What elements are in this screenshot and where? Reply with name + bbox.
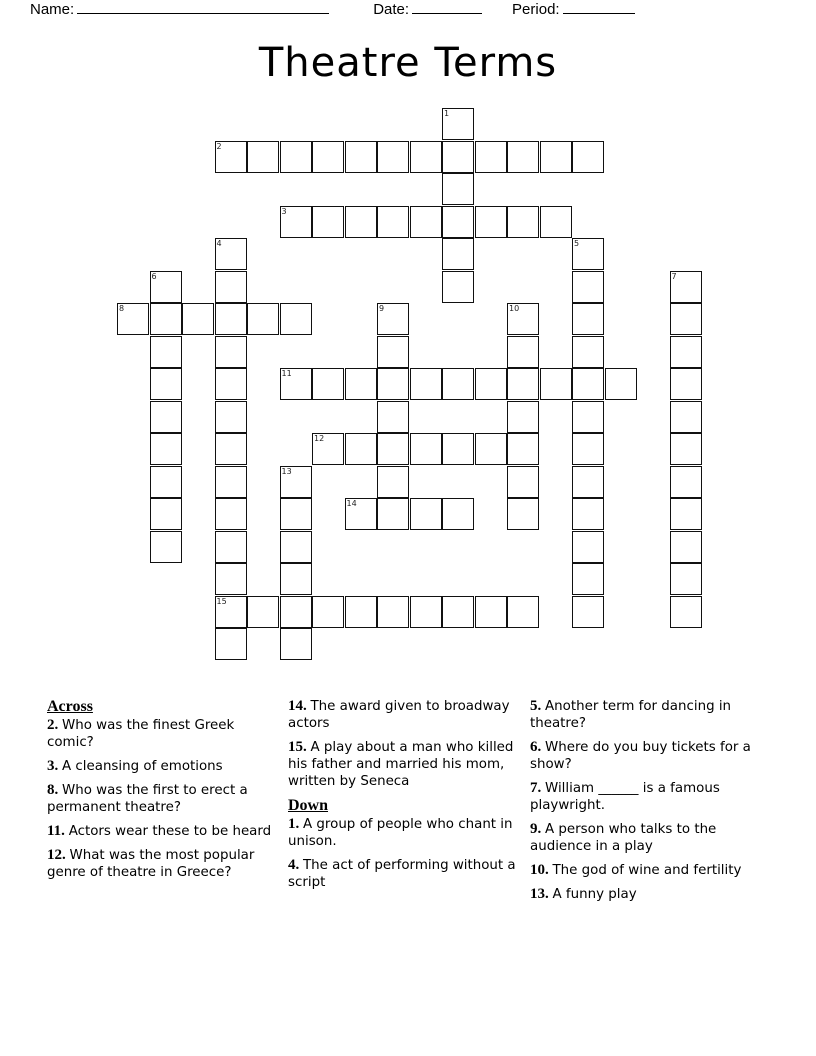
crossword-cell[interactable] (442, 271, 474, 303)
down-heading: Down (288, 797, 329, 814)
crossword-cell[interactable] (670, 433, 702, 465)
crossword-cell[interactable] (280, 466, 312, 498)
crossword-cell[interactable] (345, 368, 377, 400)
clue-down-9 (530, 821, 752, 855)
crossword-cell[interactable] (345, 206, 377, 238)
crossword-cell[interactable] (247, 303, 279, 335)
crossword-cell[interactable] (540, 141, 572, 173)
clue-text: Where do you buy tickets for a show? (530, 740, 751, 772)
clue-section (0, 698, 816, 988)
crossword-cell[interactable] (507, 466, 539, 498)
crossword-cell[interactable] (150, 433, 182, 465)
crossword-cell[interactable] (150, 303, 182, 335)
clue-text: A play about a man who killed his father and married his mom, written by Seneca (288, 740, 514, 789)
crossword-cell[interactable] (605, 368, 637, 400)
clue-column-1 (47, 698, 273, 888)
crossword-cell[interactable] (280, 141, 312, 173)
cell-number: 11 (281, 369, 292, 378)
clue-down-1 (288, 816, 520, 850)
clue-across-12 (47, 847, 273, 881)
clue-text: A funny play (552, 887, 637, 902)
crossword-cell[interactable] (280, 531, 312, 563)
cell-number: 15 (216, 596, 227, 606)
clue-text: Actors wear these to be heard (68, 824, 272, 839)
crossword-cell[interactable] (572, 466, 604, 498)
clue-across-11 (47, 823, 273, 840)
clue-text: The god of wine and fertility (552, 863, 742, 878)
crossword-cell[interactable] (475, 206, 507, 238)
cell-number: 3 (281, 206, 287, 216)
clue-number: 9. (530, 821, 545, 837)
crossword-cell[interactable] (475, 368, 507, 400)
crossword-cell[interactable] (572, 303, 604, 335)
crossword-cell[interactable] (377, 206, 409, 238)
clue-number: 6. (530, 739, 545, 755)
clue-column-2 (288, 698, 520, 898)
clue-down-5 (530, 698, 752, 732)
clue-text: A group of people who chant in unison. (288, 817, 513, 849)
crossword-cell[interactable] (280, 563, 312, 595)
crossword-cell[interactable] (475, 596, 507, 628)
clue-number: 8. (47, 782, 62, 798)
clue-number: 3. (47, 758, 62, 774)
crossword-cell[interactable] (670, 336, 702, 368)
crossword-cell[interactable] (215, 531, 247, 563)
clue-number: 14. (288, 698, 311, 714)
cell-number: 2 (216, 141, 222, 151)
crossword-cell[interactable] (377, 336, 409, 368)
crossword-cell[interactable] (410, 498, 442, 530)
crossword-cell[interactable] (670, 563, 702, 595)
crossword-cell[interactable] (247, 596, 279, 628)
cell-number: 12 (314, 434, 325, 443)
crossword-cell[interactable] (377, 303, 409, 335)
crossword-cell[interactable] (312, 368, 344, 400)
crossword-cell[interactable] (507, 401, 539, 433)
clue-number: 5. (530, 698, 545, 714)
crossword-cell[interactable] (280, 628, 312, 660)
cell-number: 4 (216, 239, 222, 248)
clue-number: 2. (47, 717, 62, 733)
crossword-cell[interactable] (215, 401, 247, 433)
crossword-cell[interactable] (150, 498, 182, 530)
crossword-cell[interactable] (280, 498, 312, 530)
crossword-cell[interactable] (377, 433, 409, 465)
crossword-cell[interactable] (442, 206, 474, 238)
date-label: Date: (373, 1, 410, 18)
crossword-cell[interactable] (215, 596, 247, 628)
crossword-cell[interactable] (377, 596, 409, 628)
cell-number: 7 (671, 271, 677, 281)
clue-down-13 (530, 886, 752, 903)
clue-down-4 (288, 857, 520, 891)
crossword-cell[interactable] (182, 303, 214, 335)
crossword-cell[interactable] (410, 141, 442, 173)
crossword-cell[interactable] (312, 141, 344, 173)
crossword-cell[interactable] (150, 336, 182, 368)
clue-number: 7. (530, 780, 545, 796)
crossword-cell[interactable] (377, 368, 409, 400)
crossword-cell[interactable] (442, 368, 474, 400)
crossword-cell[interactable] (442, 238, 474, 270)
crossword-cell[interactable] (540, 368, 572, 400)
clue-across-3 (47, 758, 273, 775)
cell-number: 1 (444, 109, 450, 118)
crossword-cell[interactable] (572, 498, 604, 530)
clue-text: A person who talks to the audience in a play (530, 822, 717, 854)
clue-text: The award given to broadway actors (288, 699, 510, 731)
name-label: Name: (30, 1, 75, 18)
crossword-cell[interactable] (670, 368, 702, 400)
crossword-cell[interactable] (280, 206, 312, 238)
crossword-cell[interactable] (572, 368, 604, 400)
clue-text: Another term for dancing in theatre? (530, 699, 732, 731)
cell-number: 9 (379, 304, 385, 313)
crossword-cell[interactable] (410, 206, 442, 238)
crossword-cell[interactable] (540, 206, 572, 238)
crossword-cell[interactable] (312, 433, 344, 465)
crossword-cell[interactable] (572, 141, 604, 173)
clue-number: 1. (288, 816, 303, 832)
crossword-cell[interactable] (572, 271, 604, 303)
crossword-cell[interactable] (442, 433, 474, 465)
crossword-cell[interactable] (150, 368, 182, 400)
crossword-cell[interactable] (377, 401, 409, 433)
crossword-cell[interactable] (280, 368, 312, 400)
crossword-cell[interactable] (215, 271, 247, 303)
clue-across-8 (47, 782, 273, 816)
crossword-cell[interactable] (572, 238, 604, 270)
crossword-cell[interactable] (312, 206, 344, 238)
clue-text: Who was the first to erect a permanent theatre? (47, 783, 248, 815)
cell-number: 6 (151, 271, 157, 281)
crossword-cell[interactable] (345, 141, 377, 173)
crossword-cell[interactable] (377, 141, 409, 173)
crossword-cell[interactable] (280, 303, 312, 335)
crossword-cell[interactable] (150, 531, 182, 563)
crossword-cell[interactable] (670, 401, 702, 433)
clue-number: 10. (530, 862, 553, 878)
across-heading: Across (47, 698, 93, 715)
crossword-cell[interactable] (572, 531, 604, 563)
crossword-cell[interactable] (345, 433, 377, 465)
clue-text: What was the most popular genre of theatre in Greece? (47, 848, 255, 880)
page-title: Theatre Terms (258, 40, 558, 86)
crossword-cell[interactable] (312, 596, 344, 628)
clue-across-14 (288, 698, 520, 732)
crossword-cell[interactable] (345, 596, 377, 628)
crossword-cell[interactable] (670, 466, 702, 498)
clue-number: 12. (47, 847, 70, 863)
clue-text: Who was the finest Greek comic? (47, 718, 235, 750)
cell-number: 5 (574, 239, 580, 248)
crossword-cell[interactable] (215, 336, 247, 368)
crossword-cell[interactable] (670, 498, 702, 530)
crossword-cell[interactable] (475, 433, 507, 465)
crossword-cell[interactable] (150, 466, 182, 498)
crossword-cell[interactable] (150, 401, 182, 433)
crossword-cell[interactable] (507, 596, 539, 628)
clue-across-15 (288, 739, 520, 790)
crossword-cell[interactable] (150, 271, 182, 303)
crossword-cell[interactable] (215, 563, 247, 595)
crossword-cell[interactable] (442, 173, 474, 205)
crossword-cell[interactable] (507, 368, 539, 400)
crossword-cell[interactable] (410, 433, 442, 465)
crossword-cell[interactable] (572, 433, 604, 465)
clue-text: A cleansing of emotions (62, 759, 223, 774)
cell-number: 13 (281, 466, 292, 476)
crossword-cell[interactable] (215, 466, 247, 498)
crossword-cell[interactable] (670, 303, 702, 335)
crossword-cell[interactable] (442, 596, 474, 628)
clue-across-2 (47, 717, 273, 751)
crossword-cell[interactable] (507, 141, 539, 173)
clue-number: 11. (47, 823, 69, 839)
clue-number: 13. (530, 886, 553, 902)
crossword-cell[interactable] (117, 303, 149, 335)
crossword-cell[interactable] (410, 596, 442, 628)
cell-number: 8 (119, 304, 125, 313)
crossword-cell[interactable] (215, 498, 247, 530)
crossword-cell[interactable] (670, 531, 702, 563)
crossword-cell[interactable] (572, 563, 604, 595)
cell-number: 10 (509, 304, 520, 313)
crossword-cell[interactable] (572, 401, 604, 433)
clue-column-3 (530, 698, 752, 910)
clue-text: William ______ is a famous playwright. (530, 781, 720, 813)
clue-down-7 (530, 780, 752, 814)
crossword-cell[interactable] (247, 141, 279, 173)
clue-number: 4. (288, 857, 303, 873)
crossword-cell[interactable] (410, 368, 442, 400)
crossword-cell[interactable] (507, 206, 539, 238)
period-label: Period: (512, 1, 560, 18)
crossword-cell[interactable] (280, 596, 312, 628)
crossword-cell[interactable] (215, 433, 247, 465)
crossword-cell[interactable] (215, 303, 247, 335)
clue-down-10 (530, 862, 752, 879)
crossword-cell[interactable] (215, 368, 247, 400)
clue-number: 15. (288, 739, 311, 755)
crossword-cell[interactable] (670, 271, 702, 303)
clue-text: The act of performing without a script (288, 858, 516, 890)
crossword-cell[interactable] (345, 498, 377, 530)
clue-down-6 (530, 739, 752, 773)
crossword-cell[interactable] (475, 141, 507, 173)
crossword-cell[interactable] (507, 498, 539, 530)
crossword-cell[interactable] (215, 628, 247, 660)
crossword-cell[interactable] (572, 336, 604, 368)
crossword-cell[interactable] (442, 498, 474, 530)
crossword-cell[interactable] (215, 238, 247, 270)
crossword-cell[interactable] (215, 141, 247, 173)
crossword-cell[interactable] (507, 336, 539, 368)
crossword-cell[interactable] (572, 596, 604, 628)
cell-number: 14 (346, 499, 357, 508)
crossword-cell[interactable] (377, 498, 409, 530)
crossword-cell[interactable] (442, 141, 474, 173)
crossword-cell[interactable] (670, 596, 702, 628)
crossword-cell[interactable] (377, 466, 409, 498)
crossword-cell[interactable] (507, 303, 539, 335)
crossword-cell[interactable] (442, 108, 474, 140)
crossword-cell[interactable] (507, 433, 539, 465)
